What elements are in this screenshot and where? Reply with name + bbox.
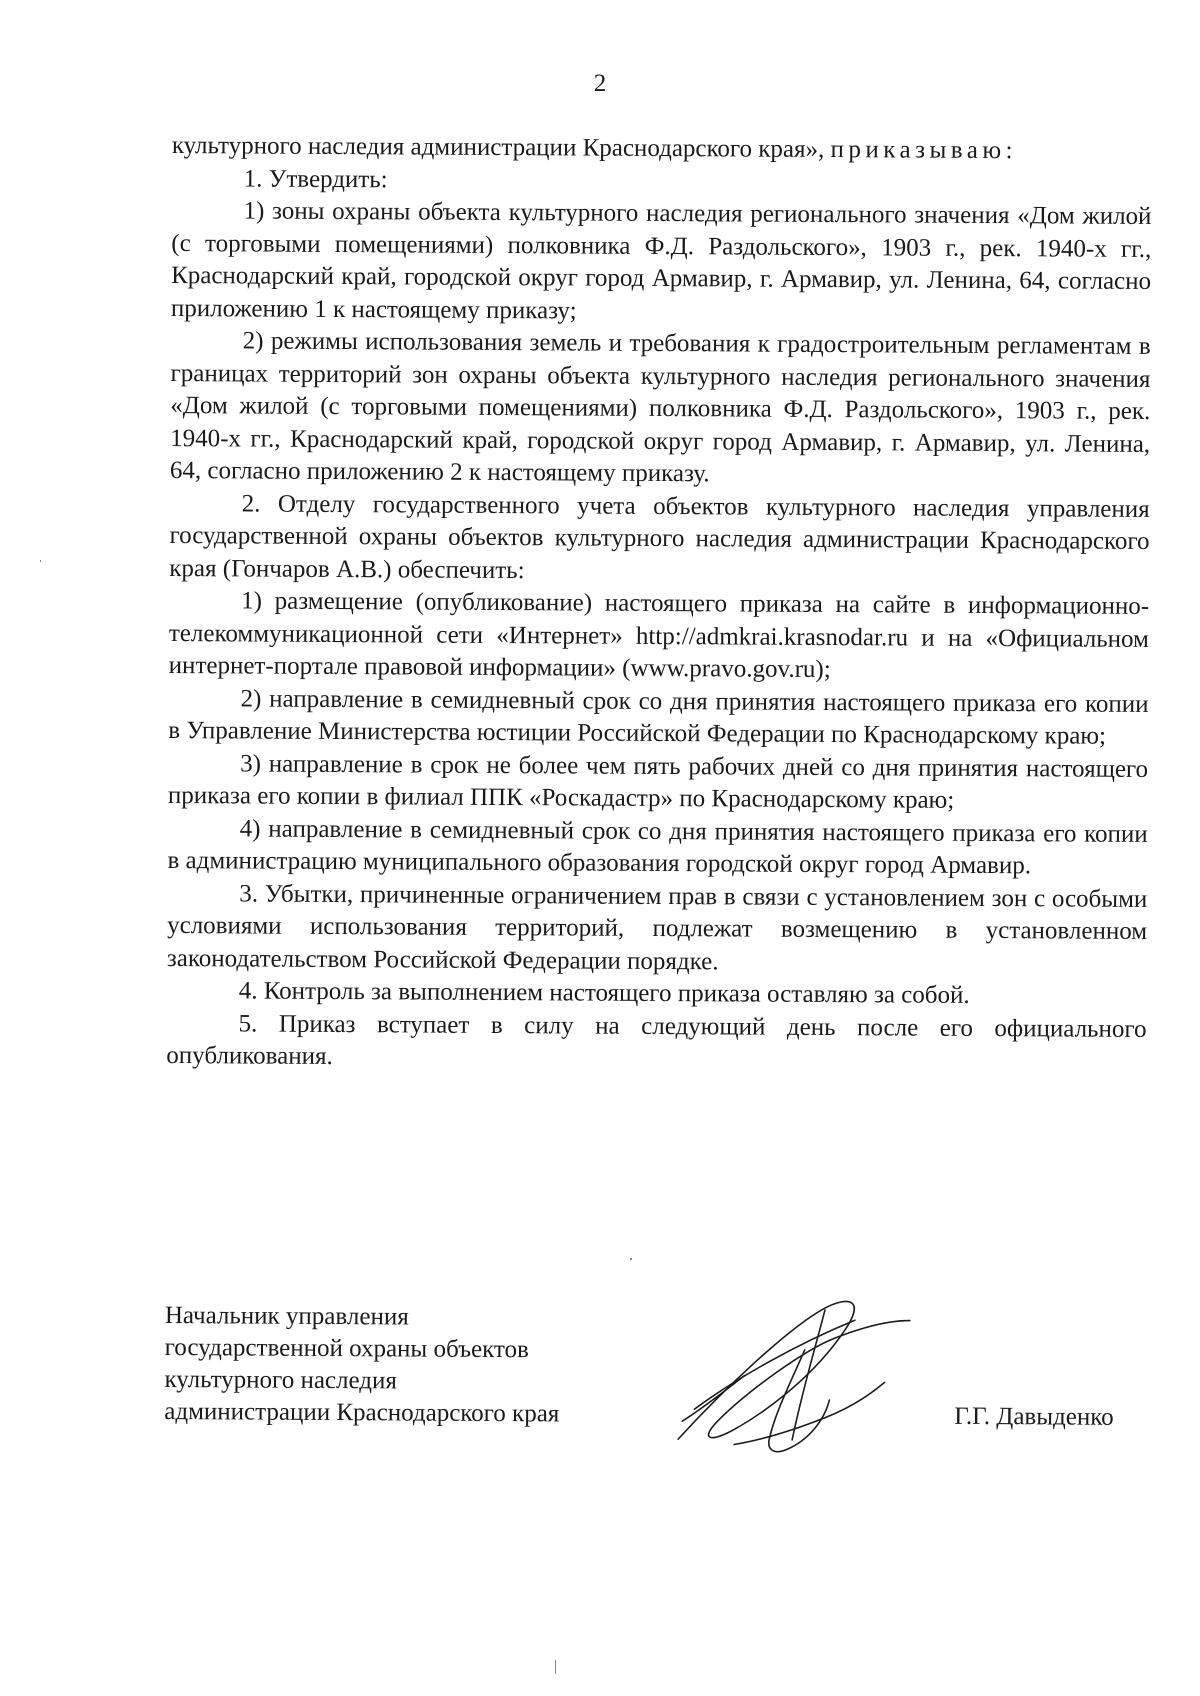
page-number: 2	[593, 70, 607, 97]
signer-position-line: администрации Краснодарского края	[164, 1397, 560, 1428]
scan-speck	[555, 1660, 556, 1674]
paragraph-item-1-2: 2) режимы использования земель и требования к градостроительным регламентам в границах территорий зон охраны объекта культурного наследия регионального значения «Дом жилой (с торговыми помещениями) полковника Ф.Д. Раздольского», 1903 г., рек. 1940-х гг., Краснодарский край, городской округ город Армавир, г. Армавир, ул. Ленина, 64, согласно приложению 2 к настоящему приказу.	[169, 327, 1151, 488]
signer-position-line: государственной охраны объектов	[164, 1333, 529, 1364]
signer-position-line: культурного наследия	[164, 1365, 397, 1395]
paragraph-text: культурного наследия администрации Краснодарского края»,	[171, 131, 831, 164]
handwritten-signature	[674, 1289, 915, 1460]
paragraph-item-4: 4. Контроль за выполнением настоящего приказа оставляю за собой.	[238, 977, 970, 1009]
paragraph-item-3: 3. Убытки, причиненные ограничением прав в связи с установлением зон с особыми условиями использования территорий, подлежат возмещению в установленном законодательством Российской Федерации порядке.	[166, 879, 1148, 975]
signer-position	[164, 1300, 560, 1430]
paragraph-item-2-2: 2) направление в семидневный срок со дня принятия настоящего приказа его копии в Управление Министерства юстиции Российской Федерации по Краснодарскому краю;	[168, 684, 1149, 750]
paragraph-item-2: 2. Отделу государственного учета объектов культурного наследия управления государственной охраны объектов культурного наследия администрации Краснодарского края (Гончаров А.В.) обеспечить:	[169, 489, 1150, 584]
scan-speck	[40, 560, 41, 562]
paragraph-item-1-1: 1) зоны охраны объекта культурного наследия регионального значения «Дом жилой (с торговыми помещениями) полковника Ф.Д. Раздольского», 1903 г., рек. 1940-х гг., Краснодарский край, городской округ город Армавир, г. Армавир, ул. Ленина, 64, согласно приложению 1 к настоящему приказу;	[170, 197, 1152, 324]
signature-block	[164, 1300, 1165, 1486]
signer-name: Г.Г. Давыденко	[954, 1402, 1114, 1431]
paragraph-item-2-4: 4) направление в семидневный срок со дня принятия настоящего приказа его копии в администрацию муниципального образования городской округ город Армавир.	[167, 814, 1148, 880]
paragraph-item-2-1: 1) размещение (опубликование) настоящего приказа на сайте в информационно-телекоммуникационной сети «Интернет» http://admkrai.krasnodar.ru и на «Официальном интернет-портале правовой информации» (www.pravo.gov.ru);	[168, 587, 1150, 684]
paragraph-item-2-3: 3) направление в срок не более чем пять рабочих дней со дня принятия настоящего приказа его копии в филиал ППК «Роскадастр» по Краснодарскому краю;	[167, 749, 1149, 814]
signer-position-line: Начальник управления	[164, 1302, 409, 1331]
paragraph-continuation	[172, 130, 1152, 168]
paragraph-item-5: 5. Приказ вступает в силу на следующий день после его официального опубликования.	[166, 1009, 1147, 1070]
scan-speck	[630, 1258, 632, 1260]
document-body	[166, 130, 1152, 1078]
order-word: приказываю:	[830, 136, 1018, 165]
paragraph-item-1: 1. Утвердить:	[243, 164, 388, 193]
